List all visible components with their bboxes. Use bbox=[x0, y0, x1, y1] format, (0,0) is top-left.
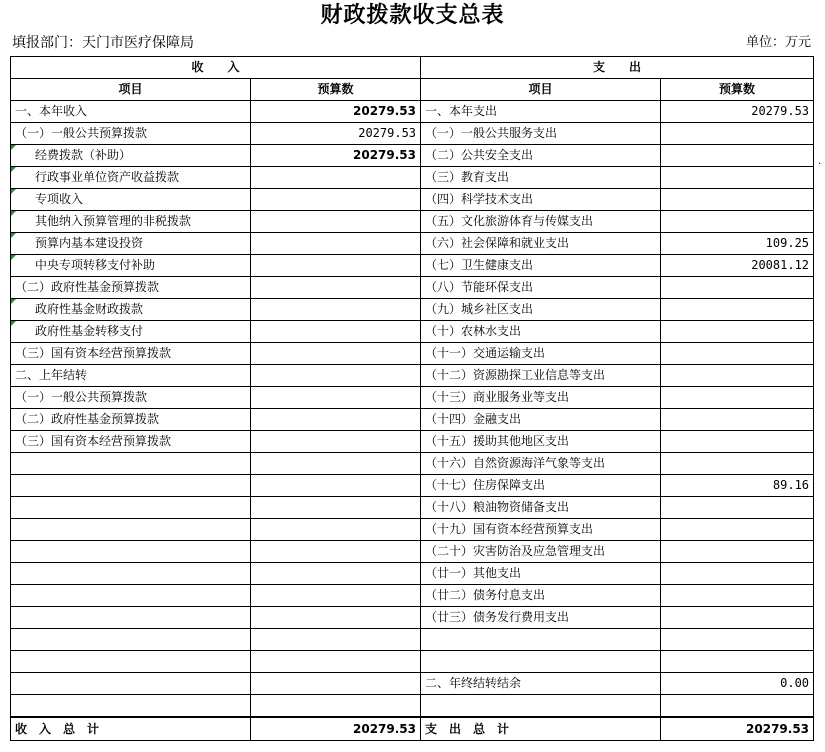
table-row bbox=[11, 453, 814, 475]
expense-item-cell[interactable]: （九）城乡社区支出 bbox=[421, 299, 661, 321]
expense-budget-cell[interactable] bbox=[661, 299, 814, 321]
income-item-cell[interactable] bbox=[11, 629, 251, 651]
expense-budget-cell[interactable] bbox=[661, 321, 814, 343]
table-row bbox=[11, 695, 814, 718]
expense-budget-cell[interactable] bbox=[661, 629, 814, 651]
table-row bbox=[11, 607, 814, 629]
expense-budget-cell[interactable] bbox=[661, 123, 814, 145]
income-budget-cell[interactable] bbox=[251, 629, 421, 651]
expense-budget-cell[interactable]: 109.25 bbox=[661, 233, 814, 255]
expense-item-cell[interactable] bbox=[421, 629, 661, 651]
department-label: 填报部门：天门市医疗保障局 bbox=[12, 35, 194, 51]
expense-item-cell[interactable]: （十四）金融支出 bbox=[421, 409, 661, 431]
income-budget-cell[interactable] bbox=[251, 387, 421, 409]
expense-budget-cell[interactable] bbox=[661, 497, 814, 519]
income-item-cell[interactable]: 行政事业单位资产收益拨款 bbox=[11, 167, 251, 189]
income-budget-cell[interactable] bbox=[251, 365, 421, 387]
income-item-cell[interactable]: （一）一般公共预算拨款 bbox=[11, 387, 251, 409]
income-budget-cell[interactable] bbox=[251, 189, 421, 211]
expense-budget-cell[interactable] bbox=[661, 563, 814, 585]
income-item-cell[interactable]: （二）政府性基金预算拨款 bbox=[11, 409, 251, 431]
expense-item-cell[interactable]: （十八）粮油物资储备支出 bbox=[421, 497, 661, 519]
expense-total-label[interactable]: 支 出 总 计 bbox=[421, 717, 661, 741]
expense-total-value[interactable]: 20279.53 bbox=[661, 717, 814, 741]
income-total-value[interactable]: 20279.53 bbox=[251, 717, 421, 741]
expense-budget-cell[interactable] bbox=[661, 409, 814, 431]
expense-budget-cell[interactable] bbox=[661, 519, 814, 541]
expense-budget-cell[interactable] bbox=[661, 145, 814, 167]
income-budget-cell[interactable] bbox=[251, 453, 421, 475]
table-row bbox=[11, 365, 814, 387]
income-budget-cell[interactable] bbox=[251, 167, 421, 189]
expense-item-cell[interactable]: （三）教育支出 bbox=[421, 167, 661, 189]
expense-item-cell[interactable]: （八）节能环保支出 bbox=[421, 277, 661, 299]
expense-item-cell[interactable]: 一、本年支出 bbox=[421, 101, 661, 123]
table-row bbox=[11, 123, 814, 145]
expense-item-cell[interactable]: （五）文化旅游体育与传媒支出 bbox=[421, 211, 661, 233]
table-row bbox=[11, 519, 814, 541]
income-item-cell[interactable]: 政府性基金财政拨款 bbox=[11, 299, 251, 321]
income-item-cell[interactable] bbox=[11, 563, 251, 585]
income-item-cell[interactable] bbox=[11, 585, 251, 607]
expense-budget-cell[interactable] bbox=[661, 651, 814, 673]
budget-table bbox=[10, 56, 814, 741]
expense-section-header[interactable]: 支 出 bbox=[421, 57, 814, 79]
income-item-cell[interactable]: 二、上年结转 bbox=[11, 365, 251, 387]
table-row bbox=[11, 167, 814, 189]
table-row bbox=[11, 233, 814, 255]
table-row bbox=[11, 585, 814, 607]
table-row bbox=[11, 563, 814, 585]
income-budget-header[interactable]: 预算数 bbox=[251, 79, 421, 101]
total-row bbox=[11, 717, 814, 741]
expense-item-cell[interactable]: （七）卫生健康支出 bbox=[421, 255, 661, 277]
expense-budget-cell[interactable]: 20081.12 bbox=[661, 255, 814, 277]
expense-item-cell[interactable]: （廿二）债务付息支出 bbox=[421, 585, 661, 607]
expense-item-cell[interactable]: （十六）自然资源海洋气象等支出 bbox=[421, 453, 661, 475]
income-item-cell[interactable]: （二）政府性基金预算拨款 bbox=[11, 277, 251, 299]
expense-budget-cell[interactable] bbox=[661, 189, 814, 211]
expense-item-cell[interactable]: （十一）交通运输支出 bbox=[421, 343, 661, 365]
expense-item-cell[interactable]: （十三）商业服务业等支出 bbox=[421, 387, 661, 409]
section-header-row bbox=[11, 57, 814, 79]
expense-item-cell[interactable] bbox=[421, 695, 661, 718]
income-item-cell[interactable] bbox=[11, 475, 251, 497]
table-row bbox=[11, 629, 814, 651]
income-item-cell[interactable]: （三）国有资本经营预算拨款 bbox=[11, 431, 251, 453]
expense-budget-cell[interactable] bbox=[661, 695, 814, 718]
expense-item-header[interactable]: 项目 bbox=[421, 79, 661, 101]
income-item-cell[interactable]: 其他纳入预算管理的非税拨款 bbox=[11, 211, 251, 233]
column-header-row bbox=[11, 79, 814, 101]
income-item-cell[interactable]: 专项收入 bbox=[11, 189, 251, 211]
income-budget-cell[interactable] bbox=[251, 585, 421, 607]
income-item-cell[interactable] bbox=[11, 453, 251, 475]
table-row bbox=[11, 299, 814, 321]
income-item-cell[interactable]: 预算内基本建设投资 bbox=[11, 233, 251, 255]
expense-budget-cell[interactable]: 89.16 bbox=[661, 475, 814, 497]
table-row bbox=[11, 673, 814, 695]
income-budget-cell[interactable] bbox=[251, 211, 421, 233]
expense-budget-header[interactable]: 预算数 bbox=[661, 79, 814, 101]
expense-item-cell[interactable]: （十二）资源勘探工业信息等支出 bbox=[421, 365, 661, 387]
income-budget-cell[interactable]: 20279.53 bbox=[251, 123, 421, 145]
income-budget-cell[interactable] bbox=[251, 497, 421, 519]
unit-label: 单位：万元 bbox=[745, 35, 811, 50]
expense-budget-cell[interactable] bbox=[661, 365, 814, 387]
expense-item-cell[interactable]: （廿三）债务发行费用支出 bbox=[421, 607, 661, 629]
income-budget-cell[interactable] bbox=[251, 695, 421, 718]
table-row bbox=[11, 541, 814, 563]
table-row bbox=[11, 343, 814, 365]
income-budget-cell[interactable] bbox=[251, 321, 421, 343]
expense-budget-cell[interactable] bbox=[661, 607, 814, 629]
expense-item-cell[interactable] bbox=[421, 651, 661, 673]
table-row bbox=[11, 211, 814, 233]
income-budget-cell[interactable] bbox=[251, 651, 421, 673]
expense-budget-cell[interactable] bbox=[661, 387, 814, 409]
income-budget-cell[interactable]: 20279.53 bbox=[251, 101, 421, 123]
expense-budget-cell[interactable] bbox=[661, 277, 814, 299]
stray-mark: . bbox=[818, 156, 822, 167]
expense-item-cell[interactable]: （十五）援助其他地区支出 bbox=[421, 431, 661, 453]
table-row bbox=[11, 101, 814, 123]
expense-item-cell[interactable]: （十）农林水支出 bbox=[421, 321, 661, 343]
expense-item-cell[interactable]: （四）科学技术支出 bbox=[421, 189, 661, 211]
income-budget-cell[interactable] bbox=[251, 277, 421, 299]
income-budget-cell[interactable] bbox=[251, 343, 421, 365]
table-row bbox=[11, 651, 814, 673]
table-row bbox=[11, 255, 814, 277]
income-item-cell[interactable] bbox=[11, 651, 251, 673]
expense-budget-cell[interactable] bbox=[661, 541, 814, 563]
expense-item-cell[interactable]: （二十）灾害防治及应急管理支出 bbox=[421, 541, 661, 563]
table-row bbox=[11, 145, 814, 167]
income-budget-cell[interactable] bbox=[251, 475, 421, 497]
sheet-title: 财政拨款收支总表 bbox=[320, 2, 505, 28]
income-item-cell[interactable]: 经费拨款（补助） bbox=[11, 145, 251, 167]
income-budget-cell[interactable] bbox=[251, 409, 421, 431]
income-item-cell[interactable]: （一）一般公共预算拨款 bbox=[11, 123, 251, 145]
expense-item-cell[interactable]: （一）一般公共服务支出 bbox=[421, 123, 661, 145]
income-item-cell[interactable] bbox=[11, 497, 251, 519]
expense-budget-cell[interactable] bbox=[661, 167, 814, 189]
income-item-cell[interactable]: 政府性基金转移支付 bbox=[11, 321, 251, 343]
income-budget-cell[interactable] bbox=[251, 541, 421, 563]
table-row bbox=[11, 431, 814, 453]
income-budget-cell[interactable] bbox=[251, 431, 421, 453]
expense-budget-cell[interactable] bbox=[661, 211, 814, 233]
income-section-header[interactable]: 收 入 bbox=[11, 57, 421, 79]
income-budget-cell[interactable] bbox=[251, 607, 421, 629]
expense-item-cell[interactable]: 二、年终结转结余 bbox=[421, 673, 661, 695]
expense-budget-cell[interactable]: 20279.53 bbox=[661, 101, 814, 123]
income-item-cell[interactable] bbox=[11, 519, 251, 541]
income-item-cell[interactable] bbox=[11, 607, 251, 629]
expense-budget-cell[interactable] bbox=[661, 431, 814, 453]
expense-item-cell[interactable]: （廿一）其他支出 bbox=[421, 563, 661, 585]
income-item-cell[interactable]: （三）国有资本经营预算拨款 bbox=[11, 343, 251, 365]
expense-item-cell[interactable]: （十九）国有资本经营预算支出 bbox=[421, 519, 661, 541]
table-row bbox=[11, 387, 814, 409]
expense-item-cell[interactable]: （二）公共安全支出 bbox=[421, 145, 661, 167]
expense-budget-cell[interactable] bbox=[661, 585, 814, 607]
table-row bbox=[11, 277, 814, 299]
expense-budget-cell[interactable] bbox=[661, 343, 814, 365]
income-budget-cell[interactable] bbox=[251, 563, 421, 585]
income-item-cell[interactable] bbox=[11, 695, 251, 718]
income-budget-cell[interactable] bbox=[251, 255, 421, 277]
income-item-header[interactable]: 项目 bbox=[11, 79, 251, 101]
income-budget-cell[interactable] bbox=[251, 519, 421, 541]
income-item-cell[interactable]: 一、本年收入 bbox=[11, 101, 251, 123]
income-item-cell[interactable] bbox=[11, 541, 251, 563]
income-budget-cell[interactable]: 20279.53 bbox=[251, 145, 421, 167]
income-budget-cell[interactable] bbox=[251, 233, 421, 255]
table-row bbox=[11, 321, 814, 343]
income-item-cell[interactable] bbox=[11, 673, 251, 695]
income-budget-cell[interactable] bbox=[251, 673, 421, 695]
expense-budget-cell[interactable]: 0.00 bbox=[661, 673, 814, 695]
expense-item-cell[interactable]: （六）社会保障和就业支出 bbox=[421, 233, 661, 255]
table-row bbox=[11, 409, 814, 431]
table-row bbox=[11, 189, 814, 211]
table-row bbox=[11, 475, 814, 497]
income-total-label[interactable]: 收 入 总 计 bbox=[11, 717, 251, 741]
table-row bbox=[11, 497, 814, 519]
expense-item-cell[interactable]: （十七）住房保障支出 bbox=[421, 475, 661, 497]
income-budget-cell[interactable] bbox=[251, 299, 421, 321]
table-body bbox=[11, 101, 814, 718]
income-item-cell[interactable]: 中央专项转移支付补助 bbox=[11, 255, 251, 277]
expense-budget-cell[interactable] bbox=[661, 453, 814, 475]
